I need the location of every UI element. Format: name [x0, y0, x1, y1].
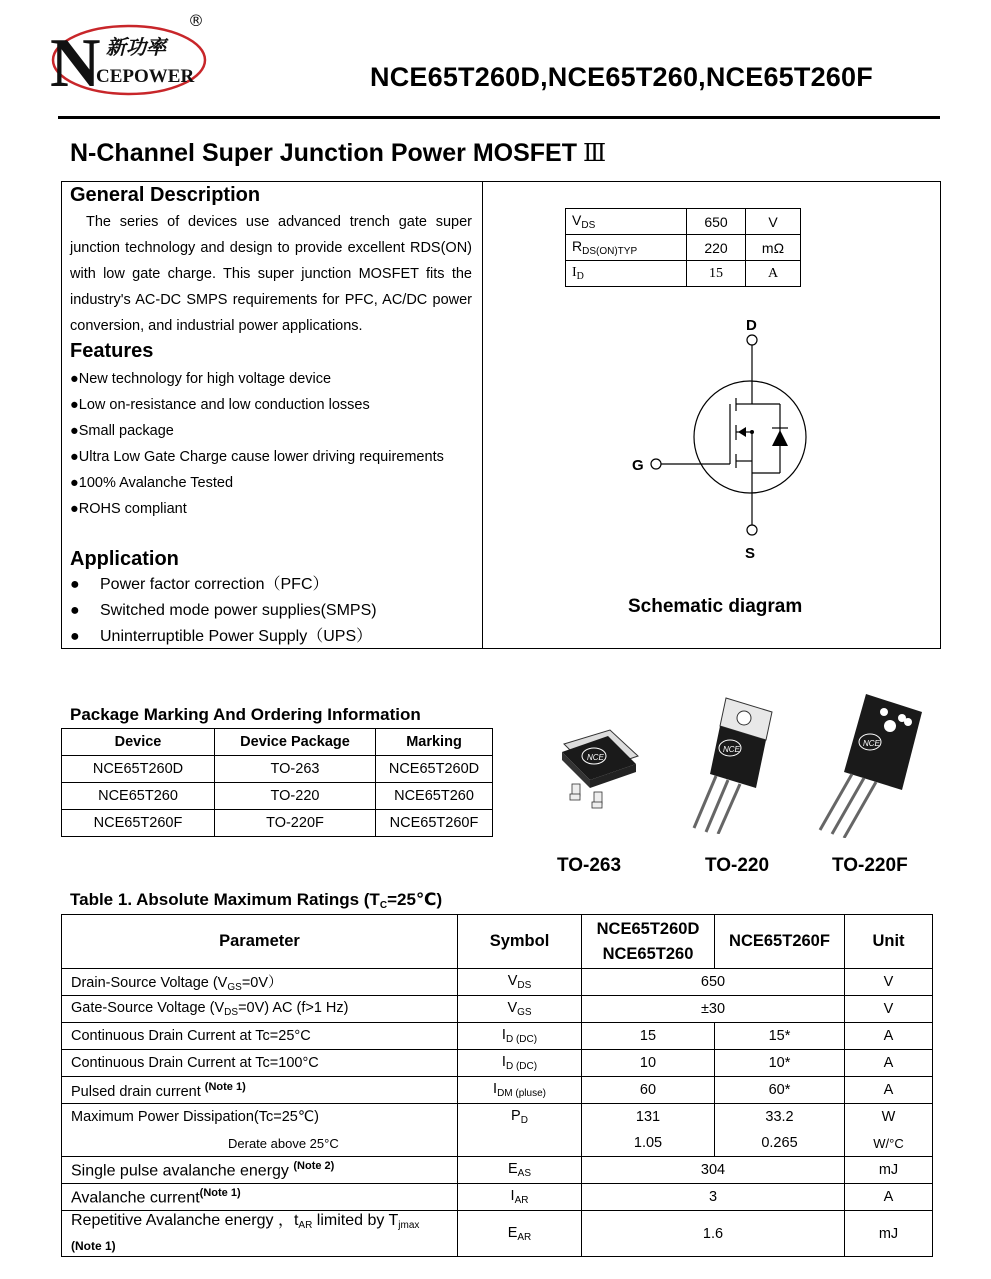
mosfet-schematic	[620, 312, 820, 568]
table-row: Avalanche current$^{(Note 1)}$ $I_{AR}$ 3 A	[62, 1184, 933, 1211]
header-rule	[58, 116, 940, 119]
key-spec-table	[565, 208, 801, 287]
subtitle-text: N-Channel Super Junction Power MOSFET	[70, 139, 577, 167]
general-description-text: The series of devices use advanced trench gate super junction technology and design to provide excellent RDS(ON) with low gate charge. This super junction MOSFET fits the industry's AC-DC SMPS requirements for PFC, AC/DC power conversion, and industrial power applications.	[70, 214, 472, 334]
table-row: Derate above 25°C 1.05 0.265 W/°C	[62, 1130, 933, 1157]
package-marking-table	[61, 728, 493, 837]
table-row: NCE65T260F TO-220F NCE65T260F	[62, 810, 493, 837]
table-row: $V_{DS}$ 650 V	[566, 209, 801, 235]
logo-cn-text: 新功率	[106, 35, 166, 59]
table-row: $R_{DS(ON)TYP}$ 220 mΩ	[566, 235, 801, 261]
package-label: TO-220	[705, 855, 770, 876]
table-header-row: Parameter Symbol NCE65T260D NCE65T260 NCE65T260F Unit	[62, 915, 933, 969]
feature-item: ●ROHS compliant	[70, 501, 187, 517]
package-marking-title: Package Marking And Ordering Information	[70, 705, 421, 724]
table-row: Maximum Power Dissipation(Tc=25℃) $P_D$ 131 33.2 W	[62, 1104, 933, 1131]
subtitle-roman: Ⅲ	[582, 139, 607, 167]
svg-text:NCE: NCE	[587, 753, 604, 762]
logo-letter: N	[50, 25, 101, 98]
feature-item: ●New technology for high voltage device	[70, 371, 332, 387]
package-label: TO-263	[557, 855, 622, 876]
table-header-row: Device Device Package Marking	[62, 729, 493, 756]
table-row: Single pulse avalanche energy $^{(Note 2)}$ $E_{AS}$ 304 mJ	[62, 1157, 933, 1184]
to220f-package-image	[810, 690, 926, 838]
to220-package-image	[682, 692, 778, 834]
table1-title: Table 1. Absolute Maximum Ratings $(T_C=25℃)$	[70, 890, 443, 911]
package-label: TO-220F	[832, 855, 908, 876]
table-row: NCE65T260D TO-263 NCE65T260D	[62, 756, 493, 783]
feature-item: ●100% Avalanche Tested	[70, 475, 234, 491]
application-item: ● Uninterruptible Power Supply（UPS）	[70, 628, 373, 645]
feature-item: ●Small package	[70, 423, 174, 439]
table-row: Continuous Drain Current at Tc=100°C $I_{D (DC)}$ 10 10* A	[62, 1050, 933, 1077]
table-row: $I_D$ 15 A	[566, 261, 801, 287]
page-title: NCE65T260D,NCE65T260,NCE65T260F	[370, 62, 873, 92]
label-drain: D	[746, 317, 757, 334]
table-row: NCE65T260 TO-220 NCE65T260	[62, 783, 493, 810]
schematic-caption: Schematic diagram	[628, 596, 803, 617]
label-source: S	[745, 545, 756, 562]
application-item: ● Switched mode power supplies(SMPS)	[70, 602, 377, 619]
table-row: Pulsed drain current $^{(Note 1)}$ $I_{DM (pluse)}$ 60 60* A	[62, 1077, 933, 1104]
feature-item: ●Ultra Low Gate Charge cause lower driving requirements	[70, 449, 444, 465]
application-list	[70, 572, 377, 650]
table-row: Gate-Source Voltage $(V_{DS}=0V)$ AC (f>1 Hz) $V_{GS}$ ±30 V	[62, 996, 933, 1023]
company-logo	[44, 8, 214, 98]
feature-item: ●Low on-resistance and low conduction losses	[70, 397, 370, 413]
registered-mark: ®	[188, 11, 204, 30]
svg-text:NCE: NCE	[723, 745, 740, 754]
absolute-max-ratings-table	[61, 914, 933, 1257]
svg-text:NCE: NCE	[863, 739, 880, 748]
label-gate: G	[632, 457, 644, 474]
table-row: Drain-Source Voltage $(V_{GS}=0V)$ $V_{DS}$ 650 V	[62, 969, 933, 996]
table-row: Continuous Drain Current at Tc=25°C $I_{D (DC)}$ 15 15* A	[62, 1023, 933, 1050]
general-description-heading: General Description	[70, 184, 261, 206]
features-heading: Features	[70, 340, 154, 362]
subtitle	[70, 139, 606, 168]
application-heading: Application	[70, 548, 179, 570]
table-row: Repetitive Avalanche energy ，$t_{AR}$ limited by $T_{jmax}$ (Note 1) $E_{AR}$ 1.6 mJ	[62, 1211, 933, 1257]
application-item: ● Power factor correction（PFC）	[70, 576, 329, 593]
to263-package-image	[556, 722, 642, 810]
features-list	[70, 366, 444, 522]
logo-en-text: CEPOWER	[96, 66, 195, 87]
